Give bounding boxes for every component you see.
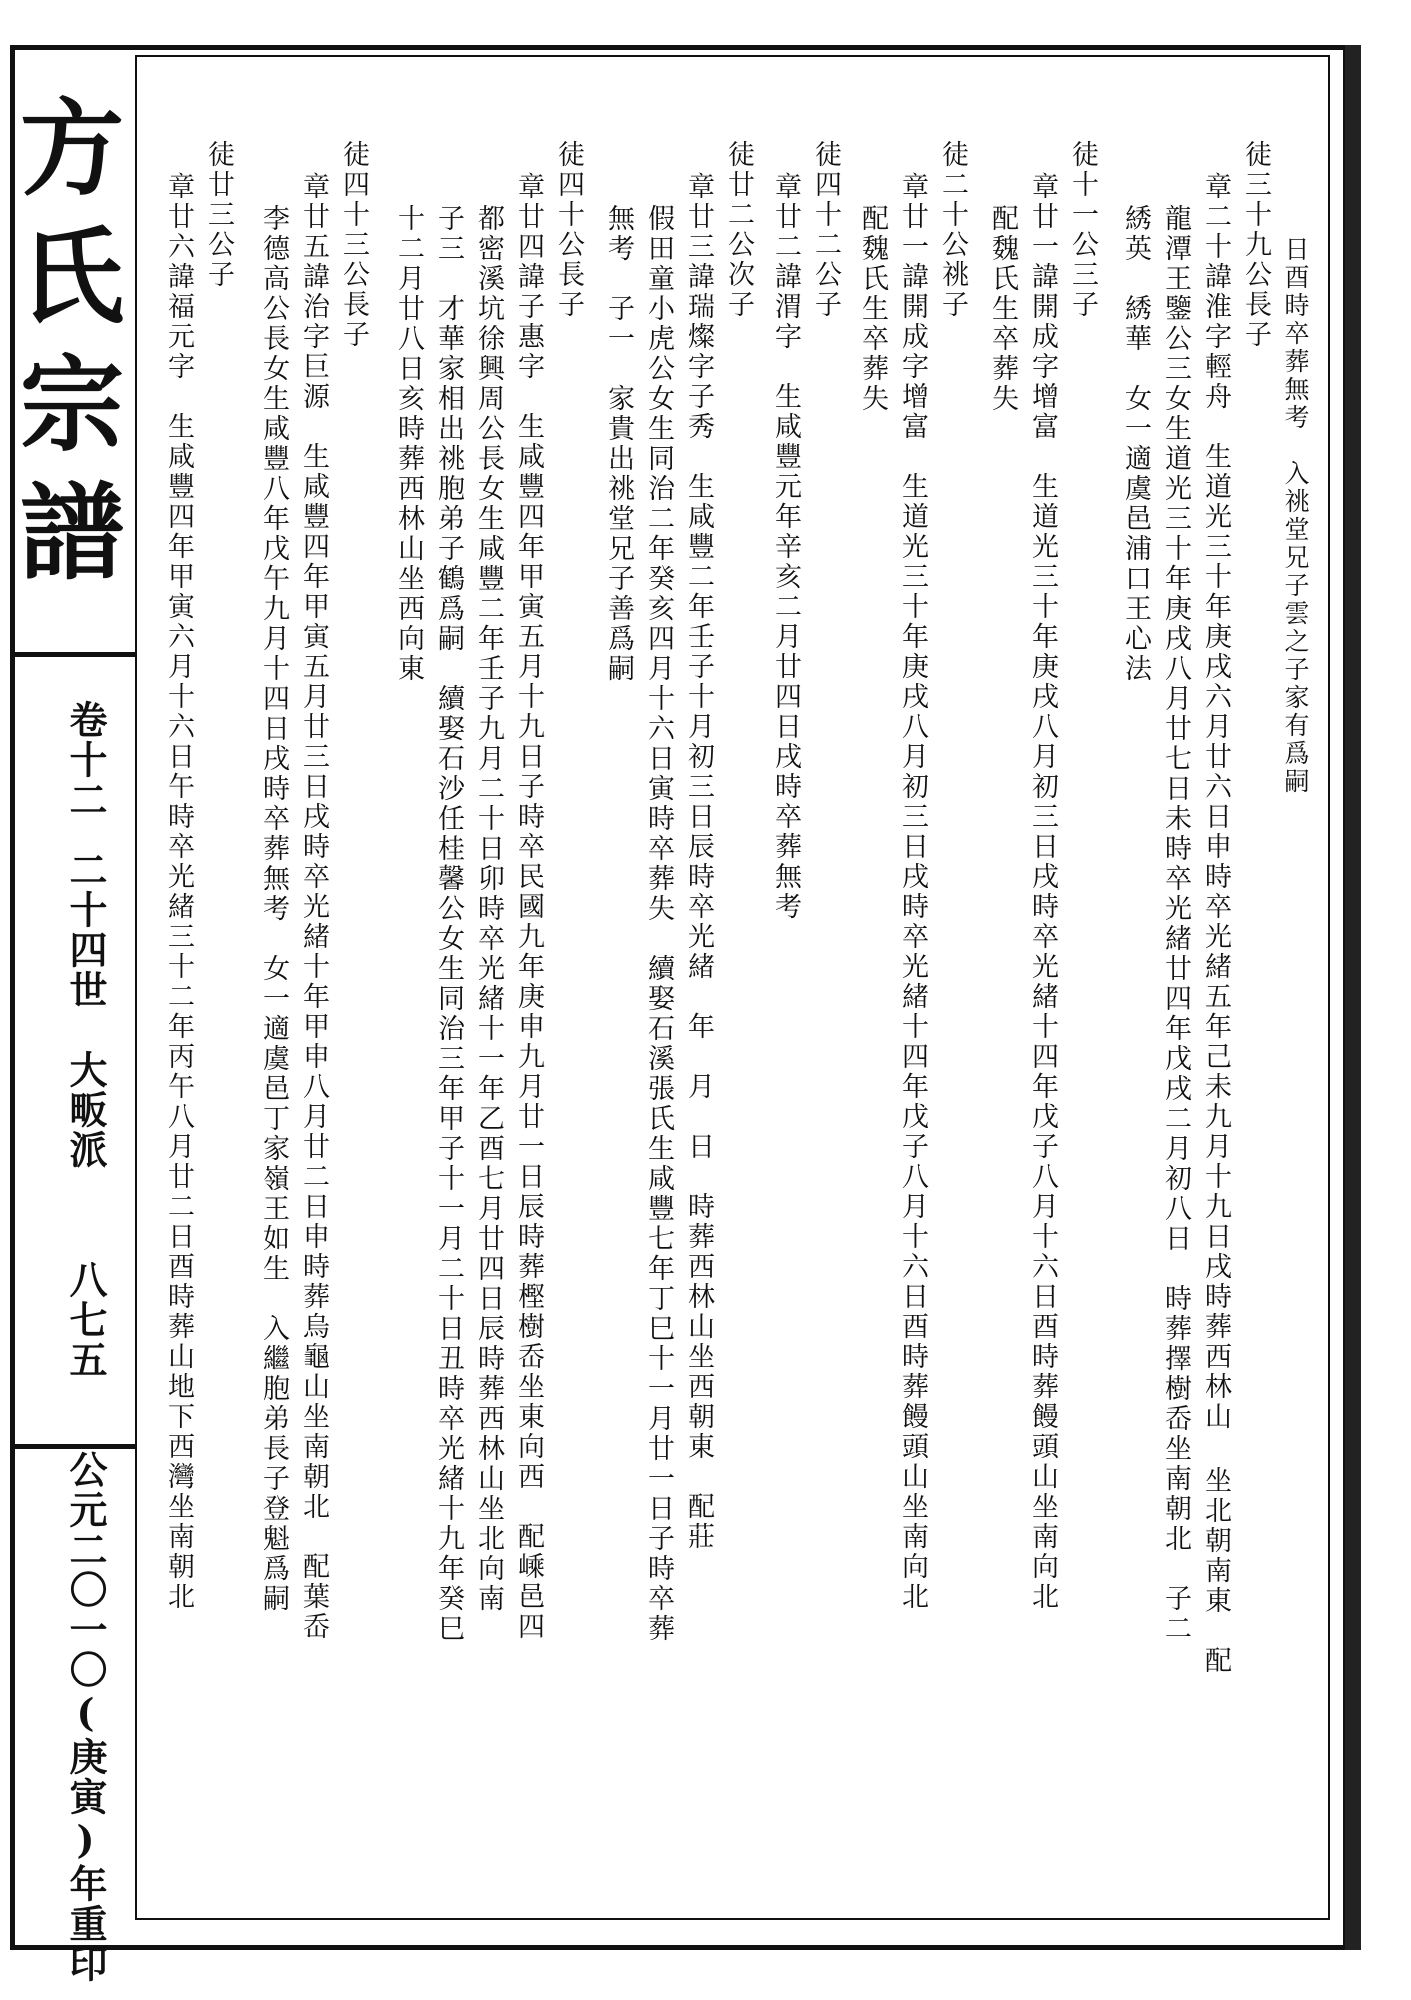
reprint-note: 公元二〇一〇(庚寅)年重印 bbox=[63, 1450, 108, 1984]
margin-info bbox=[55, 700, 115, 1984]
body-column: 徒廿二公次子 bbox=[723, 140, 754, 320]
volume-label: 卷十二 bbox=[63, 700, 108, 820]
body-column: 子三 才華家相出祧胞弟子鶴爲嗣 續娶石沙任桂馨公女生同治三年甲子十一月二十日丑時卒光緒十九年癸巳 bbox=[433, 204, 464, 1644]
body-column: 李德高公長女生咸豐八年戊午九月十四日戌時卒葬無考 女一適虞邑丁家嶺王如生 入繼胞弟長子登魁爲嗣 bbox=[258, 204, 289, 1614]
body-column: 龍潭王鑒公三女生道光三十年庚戌八月廿七日未時卒光緒廿四年戊戌二月初八日 時葬擇樹岙坐南朝北 子二 bbox=[1160, 204, 1191, 1644]
body-column: 無考 子一 家貴出祧堂兄子善爲嗣 bbox=[603, 204, 634, 684]
generation-label: 二十四世 bbox=[63, 850, 108, 1010]
body-column: 章廿二諱渭字 生咸豐元年辛亥二月廿四日戌時卒葬無考 bbox=[770, 172, 801, 922]
page-edge-shadow bbox=[1345, 45, 1361, 1950]
body-column: 章廿五諱治字巨源 生咸豐四年甲寅五月廿三日戌時卒光緒十年甲申八月廿二日申時葬烏龜山坐南朝北 配葉岙 bbox=[298, 172, 329, 1642]
body-column: 徒十一公三子 bbox=[1067, 140, 1098, 320]
body-column: 章二十諱淮字輕舟 生道光三十年庚戌六月廿六日申時卒光緒五年己未九月十九日戌時葬西林山 坐北朝南東 配 bbox=[1200, 172, 1231, 1676]
body-column: 徒廿三公子 bbox=[203, 140, 234, 290]
title-char: 方 bbox=[19, 87, 124, 210]
page-number: 八七五 bbox=[63, 1260, 108, 1380]
body-column: 徒三十九公長子 bbox=[1240, 140, 1271, 350]
book-title bbox=[12, 85, 132, 597]
body-column: 章廿三諱瑞燦字子秀 生咸豐二年壬子十月初三日辰時卒光緒 年 月 日 時葬西林山坐西朝東 配莊 bbox=[683, 172, 714, 1552]
body-column: 十二月廿八日亥時葬西林山坐西向東 bbox=[393, 204, 424, 684]
branch-label: 大畈派 bbox=[63, 1050, 108, 1170]
body-column: 徒四十公長子 bbox=[553, 140, 584, 320]
body-column: 徒四十三公長子 bbox=[338, 140, 369, 350]
body-column: 都密溪坑徐興周公長女生咸豐二年壬子九月二十日卯時卒光緒十一年乙酉七月廿四日辰時葬西林山坐北向南 bbox=[473, 204, 504, 1614]
body-column: 假田童小虎公女生同治二年癸亥四月十六日寅時卒葬失 續娶石溪張氏生咸豐七年丁巳十一月廿一日子時卒葬 bbox=[643, 204, 674, 1644]
title-char: 譜 bbox=[19, 471, 124, 594]
body-column: 章廿一諱開成字增富 生道光三十年庚戌八月初三日戌時卒光緒十四年戊子八月十六日酉時葬饅頭山坐南向北 bbox=[1027, 172, 1058, 1612]
body-column: 章廿六諱福元字 生咸豐四年甲寅六月十六日午時卒光緒三十二年丙午八月廿二日酉時葬山地下西灣坐南朝北 bbox=[163, 172, 194, 1612]
title-divider-rule bbox=[10, 652, 135, 657]
title-char: 宗 bbox=[19, 343, 124, 466]
body-column: 日酉時卒葬無考 入祧堂兄子雲之子家有爲嗣 bbox=[1281, 236, 1310, 796]
body-column: 綉英 綉華 女一適虞邑浦口王心法 bbox=[1120, 204, 1151, 684]
body-column: 章廿四諱子惠字 生咸豐四年甲寅五月十九日子時卒民國九年庚申九月廿一日辰時葬樫樹岙坐東向西 配嵊邑四 bbox=[513, 172, 544, 1642]
body-column: 配魏氏生卒葬失 bbox=[857, 204, 888, 414]
body-column: 配魏氏生卒葬失 bbox=[987, 204, 1018, 414]
body-column: 徒二十公祧子 bbox=[937, 140, 968, 320]
body-column: 章廿一諱開成字增富 生道光三十年庚戌八月初三日戌時卒光緒十四年戊子八月十六日酉時葬饅頭山坐南向北 bbox=[897, 172, 928, 1612]
body-column: 徒四十二公子 bbox=[810, 140, 841, 320]
title-char: 氏 bbox=[19, 215, 124, 338]
